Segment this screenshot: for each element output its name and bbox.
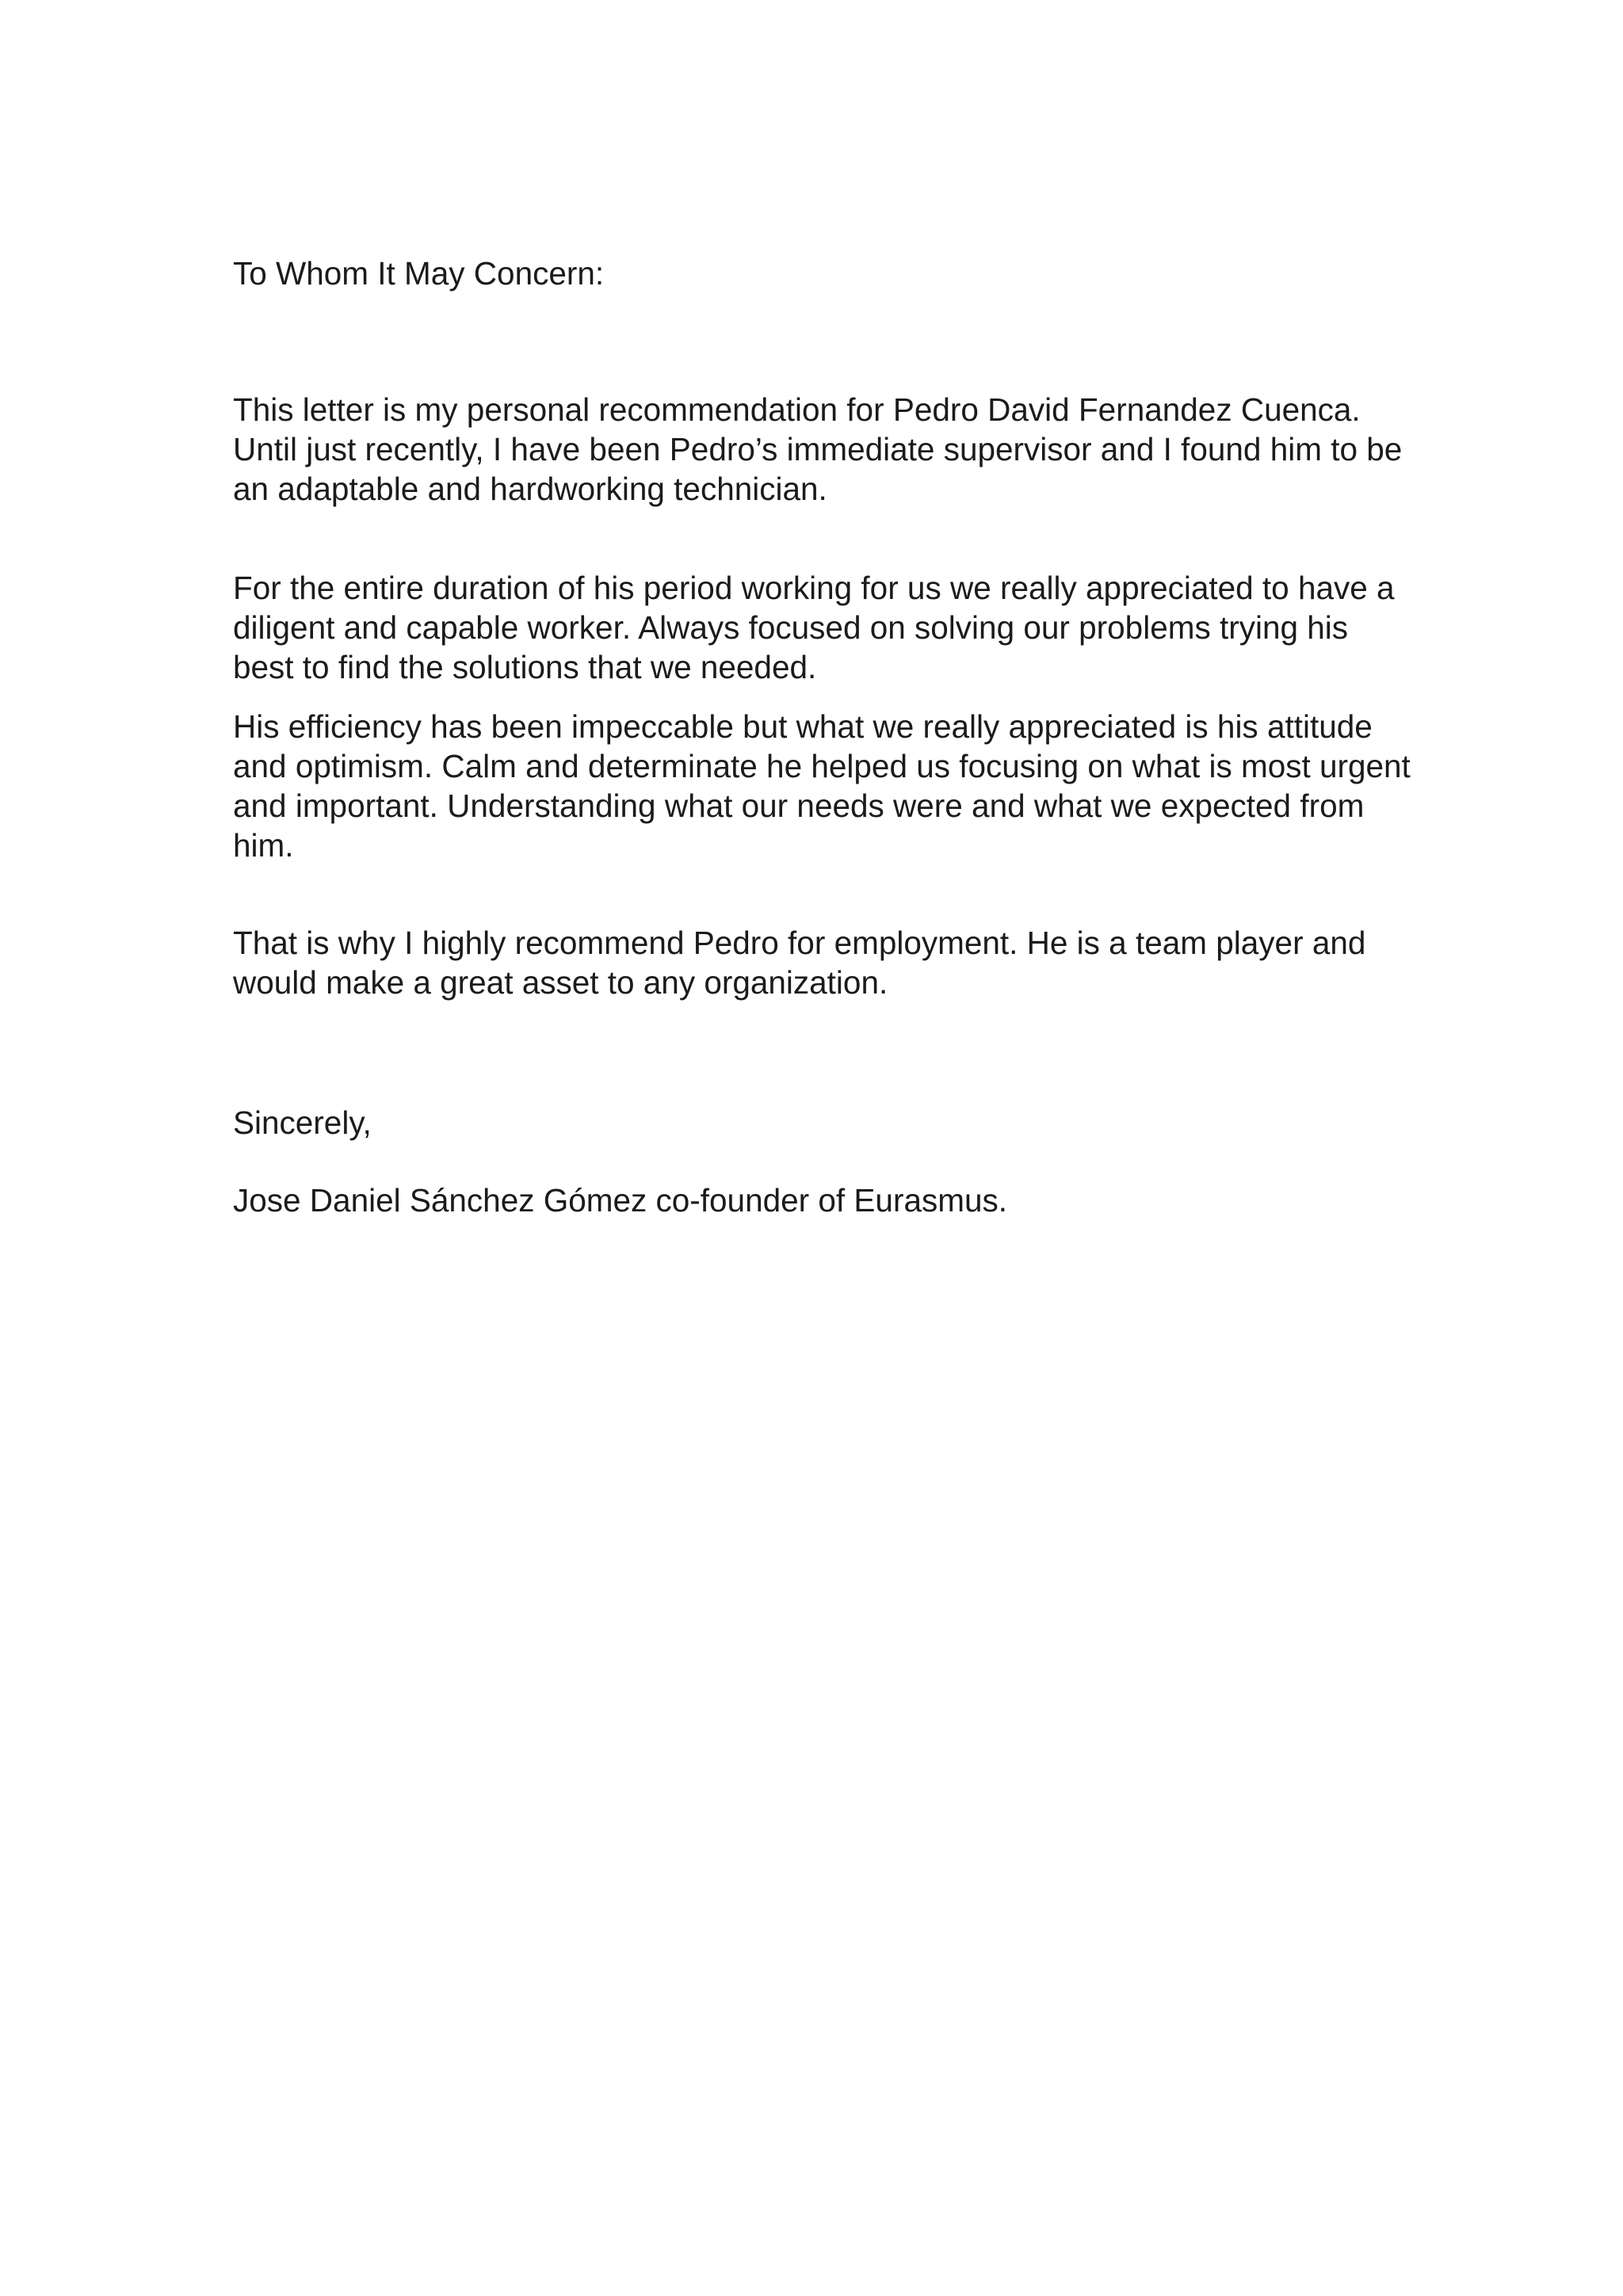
paragraph-efficiency [233, 707, 1411, 865]
paragraph-line: and optimism. Calm and determinate he helped us focusing on what is most urgent [233, 748, 1411, 784]
paragraph-line: would make a great asset to any organization. [233, 964, 888, 1001]
paragraph-conclusion [233, 923, 1406, 1002]
signature-line: Jose Daniel Sánchez Gómez co-founder of Eurasmus. [233, 1182, 1007, 1219]
paragraph-line: His efficiency has been impeccable but what we really appreciated is his attitude [233, 708, 1373, 745]
paragraph-line: This letter is my personal recommendation for Pedro David Fernandez Cuenca. [233, 391, 1361, 428]
paragraph-line: Until just recently, I have been Pedro’s immediate supervisor and I found him to be [233, 431, 1403, 467]
paragraph-line: For the entire duration of his period working for us we really appreciated to have a [233, 570, 1395, 606]
salutation: To Whom It May Concern: [233, 255, 605, 292]
paragraph-recommendation [233, 390, 1406, 509]
paragraph-line: best to find the solutions that we needed. [233, 649, 817, 685]
paragraph-duration [233, 568, 1406, 687]
paragraph-line: diligent and capable worker. Always focused on solving our problems trying his [233, 609, 1349, 646]
paragraph-line: an adaptable and hardworking technician. [233, 471, 827, 507]
paragraph-line: That is why I highly recommend Pedro for employment. He is a team player and [233, 925, 1366, 961]
closing: Sincerely, [233, 1104, 372, 1141]
paragraph-line: and important. Understanding what our needs were and what we expected from [233, 788, 1365, 824]
paragraph-line: him. [233, 827, 294, 864]
